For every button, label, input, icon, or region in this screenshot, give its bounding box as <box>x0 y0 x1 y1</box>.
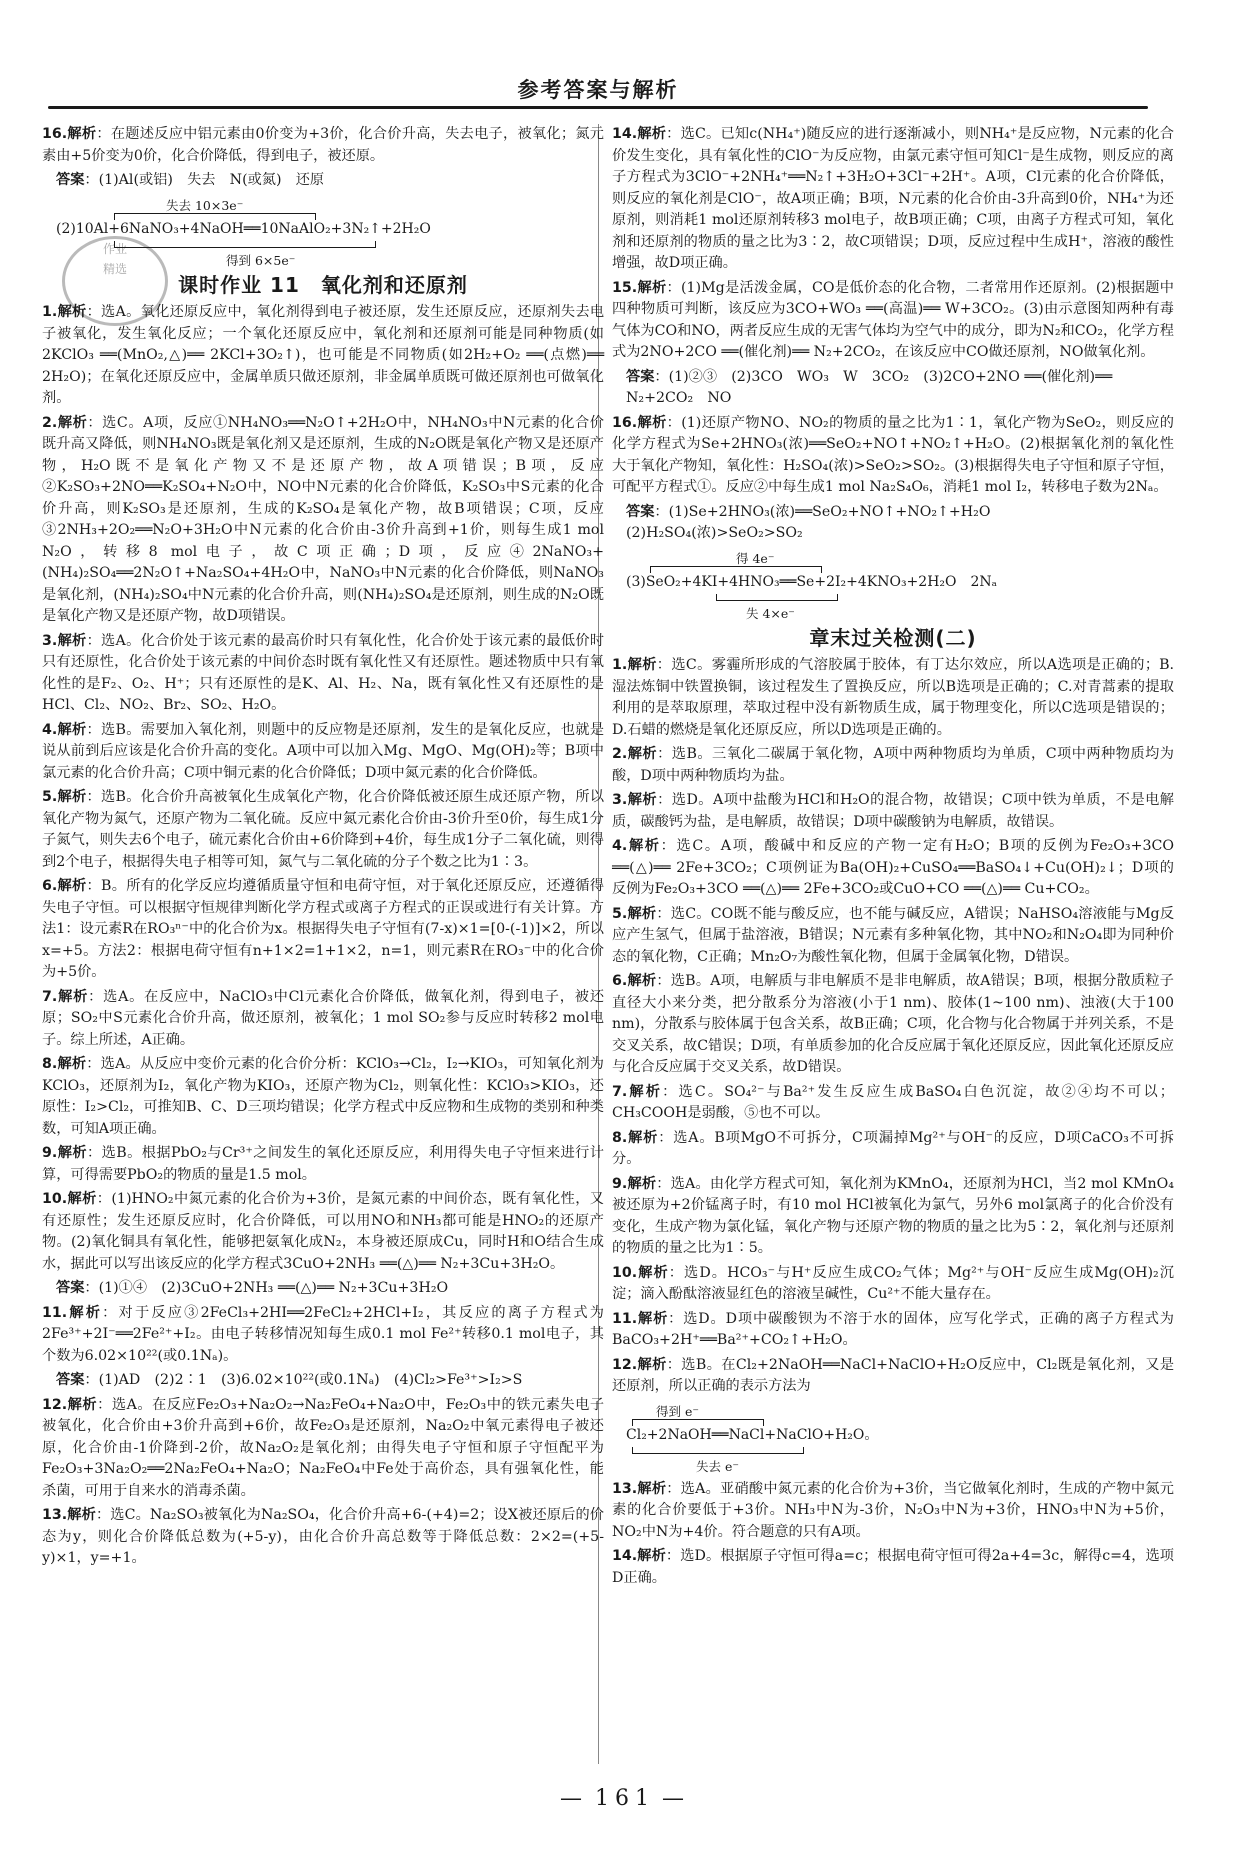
item-label: 7.解析 <box>612 1083 663 1100</box>
right-answer-list-a <box>612 124 1174 545</box>
item-label: 5.解析 <box>42 789 87 805</box>
item-label: 3.解析 <box>42 632 87 649</box>
item-text: ：选D。D项中碳酸钡为不溶于水的固体，应写化学式，正确的离子方程式为BaCO₃+2H⁺══Ba²⁺+CO₂↑+H₂O。 <box>612 1310 1174 1348</box>
item-label: 8.解析 <box>612 1129 659 1146</box>
item-label: 答案 <box>56 1280 85 1296</box>
item-label: 12.解析 <box>42 1396 98 1413</box>
item-label: 1.解析 <box>612 657 657 673</box>
watermark-stamp-icon: 作业 精选 <box>62 236 168 326</box>
item-label: 2.解析 <box>42 414 88 431</box>
item-text: ：选A。在反应Fe₂O₃+Na₂O₂→Na₂FeO₄+Na₂O中，Fe₂O₃中的铁元素失电子被氧化，化合价由+3价升高到+6价，故Fe₂O₃是还原剂，Na₂O₂中氧元素得电子被还原，化合价由-1价降到-2价，故Na₂O₂是氧化剂；由得失电子守恒和原子守恒配平为Fe₂O₃+3Na₂O₂══2Na₂FeO₄+Na₂O；Na₂FeO₄中Fe处于高价态，具有强氧化性，能杀菌，可用于自来水的消毒杀菌。 <box>42 1396 605 1499</box>
answer-label: 答案 <box>56 172 85 188</box>
scheme-bottom-label: 得到 6×5e⁻ <box>226 252 296 268</box>
left-answer-list <box>42 302 604 1570</box>
answer-item <box>42 1395 604 1503</box>
answer-item <box>42 720 604 785</box>
electron-transfer-scheme-2 <box>626 548 1174 622</box>
item-text: ：选D。HCO₃⁻与H⁺反应生成CO₂气体；Mg²⁺与OH⁻反应生成Mg(OH)₂沉淀；滴入酚酞溶液显红色的溶液呈碱性，Cu²⁺不能大量存在。 <box>612 1264 1174 1302</box>
item-label: 7.解析 <box>42 988 89 1005</box>
item-text: ：(1)②③ (2)3CO WO₃ W 3CO₂ (3)2CO+2NO ══(催化剂)══ N₂+2CO₂ NO <box>626 368 1113 406</box>
item-label: 11.解析 <box>42 1304 103 1321</box>
item-text: ：(1)HNO₂中氮元素的化合价为+3价，是氮元素的中间价态，既有氧化性，又有还原性；发生还原反应时，化合价降低，可以用NO和NH₃都可能是HNO₂的还原产物。(2)氧化铜具有氧化性，能够把氨氧化成N₂，本身被还原成Cu，同时H和O结合生成水，据此可以写出该反应的化学方程式3CuO+2NH₃ ══(△)══ N₂+3Cu+3H₂O。 <box>42 1191 604 1272</box>
item-label: 4.解析 <box>42 721 87 738</box>
item-label: 答案 <box>626 503 655 520</box>
scheme-top-label: 失去 10×3e⁻ <box>166 197 244 213</box>
item-label: 8.解析 <box>42 1056 87 1072</box>
answer-item <box>612 655 1174 741</box>
item-text: ：选D。根据原子守恒可得a=c；根据电荷守恒可得2a+4=3c，解得c=4，选项D正确。 <box>612 1548 1174 1586</box>
item-label: 14.解析 <box>612 126 667 142</box>
left-q16 <box>42 124 604 167</box>
answer-item <box>612 1546 1174 1589</box>
item-text: ：选C。A项，酸碱中和反应的产物一定有H₂O；B项的反例为Fe₂O₃+3CO ══(△)══ 2Fe+3CO₂；C项例证为Ba(OH)₂+CuSO₄══BaSO₄↓+Cu(OH)₂↓；D项的反例为Fe₂O₃+3CO ══(△)══ 2Fe+3CO₂或CuO+CO ══(△)══ Cu+CO₂。 <box>612 838 1174 897</box>
item-text: ：选A。B项MgO不可拆分，C项漏掉Mg²⁺与OH⁻的反应，D项CaCO₃不可拆分。 <box>612 1129 1174 1167</box>
item-label: 14.解析 <box>612 1548 666 1564</box>
item-text: ：选B。需要加入氧化剂，则题中的反应物是还原剂，发生的是氧化反应，也就是说从前到后应该是化合价升高的变化。A项中可以加入Mg、MgO、Mg(OH)₂等；B项中氯元素的化合价升高；C项中铜元素的化合价降低；D项中氮元素的化合价降低。 <box>42 721 605 781</box>
answer-item <box>612 790 1174 833</box>
item-label: 3.解析 <box>612 792 658 808</box>
answer-item <box>612 1309 1174 1352</box>
item-label: 16.解析 <box>612 414 667 431</box>
item-text: ：选B。三氧化二碳属于氧化物，A项中两种物质均为单质，C项中两种物质均为酸，D项中两种物质均为盐。 <box>612 746 1174 784</box>
item-label: 答案 <box>56 1372 85 1388</box>
scheme-bottom-label: 失去 e⁻ <box>696 1458 739 1474</box>
page-number-dash-left: — <box>560 1786 588 1811</box>
answer-item <box>612 904 1174 969</box>
item-text: ：选A。亚硝酸中氮元素的化合价为+3价，当它做氧化剂时，生成的产物中氮元素的化合价要低于+3价。NH₃中N为-3价，N₂O₃中N为+3价，HNO₃中N为+5价，NO₂中N为+4价。符合题意的只有A项。 <box>612 1480 1174 1540</box>
item-label: 12.解析 <box>612 1356 667 1373</box>
item-label: 10.解析 <box>42 1191 97 1207</box>
page-number-dash-right: — <box>662 1786 690 1811</box>
item-text: ：选C。CO既不能与酸反应，也不能与碱反应，A错误；NaHSO₄溶液能与Mg反应产生氢气，但属于盐溶液，B错误；N元素有多种氧化物，其中NO₂和N₂O₄即为同种价态的氧化物，C正确；Mn₂O₇为酸性氧化物，但属于金属氧化物，D错误。 <box>612 905 1175 965</box>
item-label: 11.解析 <box>612 1310 669 1327</box>
item-text: ：选C。A项，反应①NH₄NO₃══N₂O↑+2H₂O中，NH₄NO₃中N元素的化合价既升高又降低，则NH₄NO₃既是氧化剂又是还原剂，生成的N₂O既是氧化产物又是还原产物，H₂O既不是氧化产物又不是还原产物，故A项错误；B项，反应②K₂SO₃+2NO══K₂SO₄+N₂O中，NO中N元素的化合价降低，K₂SO₃中S元素的化合价升高，则K₂SO₃是还原剂，生成的K₂SO₄是氧化产物，故B项错误；C项，反应③2NH₃+2O₂══N₂O+3H₂O中N元素的化合价由-3价升高到+1价，则每生成1 mol N₂O，转移8 mol电子，故C项正确；D项，反应④2NaNO₃+(NH₄)₂SO₄══2N₂O↑+Na₂SO₄+4H₂O中，NaNO₃中N元素的化合价降低，则NaNO₃是氧化剂，(NH₄)₂SO₄中N元素的化合价升高，则(NH₄)₂SO₄是还原剂，则生成的N₂O既是氧化产物又是还原产物，故D项错误。 <box>42 414 604 624</box>
answer-item <box>42 1303 604 1368</box>
item-text: ：选A。由化学方程式可知，氧化剂为KMnO₄，还原剂为HCl，当2 mol KMnO₄被还原为+2价锰离子时，有10 mol HCl被氧化为氯气，另外6 mol氯离子的化合价没有变化，生成产物为氯化锰，氧化产物与还原产物的物质的量之比为5∶2，氧化剂与还原剂的物质的量之比为1∶5。 <box>612 1175 1174 1256</box>
answer-item <box>42 631 604 717</box>
scheme-bottom-label: 失 4×e⁻ <box>746 605 795 621</box>
item-label: 13.解析 <box>612 1480 667 1497</box>
scheme-bottom-bracket <box>114 241 376 248</box>
section-title-chapter-test-2: 章末过关检测(二) <box>809 625 977 650</box>
item-text: ：选C。已知c(NH₄⁺)随反应的进行逐渐减小，则NH₄⁺是反应物，N元素的化合价发生变化，具有氧化性的ClO⁻为反应物，由氯元素守恒可知Cl⁻是生成物，则反应的离子方程式为3ClO⁻+2NH₄⁺══N₂↑+3H₂O+3Cl⁻+2H⁺。A项，Cl元素的化合价降低，则反应的氧化剂是ClO⁻，故A项正确；B项，N元素的化合价由-3升高到0价，NH₄⁺为还原剂，则消耗1 mol还原剂转移3 mol电子，故B项正确；C项，由离子方程式可知，氧化剂和还原剂的物质的量之比为3∶2，故C项错误；D项，反应过程中生成H⁺，溶液的酸性增强，故D项正确。 <box>612 126 1174 271</box>
left-q16-answer <box>56 170 604 192</box>
item-text: ：选C。SO₄²⁻与Ba²⁺发生反应生成BaSO₄白色沉淀，故②④均不可以；CH₃COOH是弱酸，⑤也不可以。 <box>612 1083 1174 1121</box>
scheme-bottom-bracket <box>716 594 838 601</box>
item-text: ：选A。在反应中，NaClO₃中Cl元素化合价降低，做氧化剂，得到电子，被还原；SO₂中S元素化合价升高，做还原剂，被氧化；1 mol SO₂参与反应时转移2 mol电子。综上所述，A正确。 <box>42 988 605 1048</box>
page-header <box>48 68 1148 114</box>
right-column <box>612 124 1174 1592</box>
answer-item <box>612 1263 1174 1306</box>
left-column <box>42 124 604 1573</box>
answer-item <box>612 1128 1174 1171</box>
answer-block <box>56 1278 604 1300</box>
header-rule <box>48 106 1148 109</box>
item-label: 16.解析 <box>42 126 97 142</box>
item-text: ：选B。在Cl₂+2NaOH══NaCl+NaClO+H₂O反应中，Cl₂既是氧化剂，又是还原剂，所以正确的表示方法为 <box>612 1356 1175 1394</box>
answer-item <box>612 1082 1174 1125</box>
right-answer-list-b <box>612 655 1174 1398</box>
answer-item <box>42 413 604 628</box>
answer-item <box>42 1143 604 1186</box>
answer-item <box>42 987 604 1052</box>
answer-item <box>612 413 1174 499</box>
item-text: ：选A。从反应中变价元素的化合价分析：KClO₃→Cl₂，I₂→KIO₃，可知氧化剂为KClO₃，还原剂为I₂，氧化产物为KIO₃，还原产物为Cl₂，则氧化性：KClO₃>KIO₃，还原性：I₂>Cl₂，可推知B、C、D三项均错误；化学方程式中反应物和生成物的类别和种类数，可知A项正确。 <box>42 1056 604 1137</box>
page-number <box>0 1786 1250 1811</box>
item-text: ：B。所有的化学反应均遵循质量守恒和电荷守恒，对于氧化还原反应，还遵循得失电子守恒。可以根据守恒规律判断化学方程式或离子方程式的正误或进行有关计算。方法1：设元素R在RO₃ⁿ⁻中的化合价为x。根据得失电子守恒有(7-x)×1=[0-(-1)]×2，所以x=+5。方法2：根据电荷守恒有n+1×2=1+1×2，n=1，则元素R在RO₃⁻中的化合价为+5价。 <box>42 878 605 980</box>
item-label: 15.解析 <box>612 279 667 296</box>
answer-item <box>612 744 1174 787</box>
item-label: 2.解析 <box>612 746 658 762</box>
answer-item <box>42 787 604 873</box>
answer-item <box>42 1505 604 1570</box>
item-label: 1.解析 <box>42 304 87 320</box>
answer-item <box>612 971 1174 1079</box>
scheme-equation: Cl₂+2NaOH══NaCl+NaClO+H₂O。 <box>626 1426 879 1443</box>
item-text: ：选B。根据PbO₂与Cr³⁺之间发生的氧化还原反应，利用得失电子守恒来进行计算，可得需要PbO₂的物质的量是1.5 mol。 <box>42 1145 604 1183</box>
item-label: 6.解析 <box>42 878 87 894</box>
page-header-title: 参考答案与解析 <box>517 78 679 102</box>
answer-item <box>42 1189 604 1275</box>
answer-item <box>612 836 1174 901</box>
item-label: 10.解析 <box>612 1264 669 1281</box>
item-label: 4.解析 <box>612 838 661 854</box>
item-text: ：(1)Se+2HNO₃(浓)══SeO₂+NO↑+NO₂↑+H₂O (2)H₂SO₄(浓)>SeO₂>SO₂ <box>626 503 1005 541</box>
item-text: ：(1)Mg是活泼金属，CO是低价态的化合物，二者常用作还原剂。(2)根据题中四种物质可判断，该反应为3CO+WO₃ ══(高温)══ W+3CO₂。(3)由示意图知两种有毒气体为CO和NO，两者反应生成的无害气体均为空气中的成分，即为N₂和CO₂，化学方程式为2NO+2CO ══(催化剂)══ N₂+2CO₂，在该反应中CO做还原剂，NO做氧化剂。 <box>612 279 1174 360</box>
item-label: 5.解析 <box>612 905 657 922</box>
scheme-bottom-bracket <box>632 1447 804 1454</box>
answer-block <box>56 1370 604 1392</box>
item-text: ：选B。化合价升高被氧化生成氧化产物，化合价降低被还原生成还原产物，所以氧化产物为氮气，还原产物为二氧化硫。反应中氮元素化合价由-3价升至0价，每生成1分子氮气，则失去6个电子，硫元素化合价由+6价降到+4价，每生成1分子二氧化硫，则得到2个电子，根据得失电子相等可知，氮气与二氧化硫的分子个数之比为1∶3。 <box>42 789 605 870</box>
item-text: ：(1)AD (2)2∶1 (3)6.02×10²²(或0.1Nₐ) (4)Cl₂>Fe³⁺>I₂>S <box>84 1372 523 1388</box>
item-text: ：选C。Na₂SO₃被氧化为Na₂SO₄，化合价升高+6-(+4)=2；设X被还原后的价态为y，则化合价降低总数为(+5-y)，由化合价升高总数等于降低总数：2×2=(+5-y)×1，y=+1。 <box>42 1507 604 1566</box>
item-text: ：(1)还原产物NO、NO₂的物质的量之比为1∶1，氧化产物为SeO₂，则反应的化学方程式为Se+2HNO₃(浓)══SeO₂+NO↑+NO₂↑+H₂O。(2)根据氧化剂的氧化性大于氧化产物知，氧化性：H₂SO₄(浓)>SeO₂>SO₂。(3)根据得失电子守恒和原子守恒，可配平方程式①。反应②中每生成1 mol Na₂S₄O₆，消耗1 mol I₂，转移电子数为2Nₐ。 <box>612 414 1174 495</box>
answer-block <box>626 502 1174 545</box>
item-text: ：选D。A项中盐酸为HCl和H₂O的混合物，故错误；C项中铁为单质，不是电解质，碳酸钙为盐，是电解质，故错误；D项中碳酸钠为电解质，故错误。 <box>612 792 1174 830</box>
item-label: 9.解析 <box>42 1145 87 1161</box>
scheme-equation: (2)10Al+6NaNO₃+4NaOH══10NaAlO₂+3N₂↑+2H₂O <box>56 220 431 237</box>
scheme-equation: (3)SeO₂+4KI+4HNO₃══Se+2I₂+4KNO₃+2H₂O 2Nₐ <box>626 573 998 590</box>
section-title-homework-11: 课时作业 11 氧化剂和还原剂 <box>178 272 468 297</box>
item-text: ：对于反应③2FeCl₃+2HI══2FeCl₂+2HCl+I₂，其反应的离子方程式为2Fe³⁺+2I⁻══2Fe²⁺+I₂。由电子转移情况知每生成0.1 mol Fe²⁺转移0.1 mol电子，其个数为6.02×10²²(或0.1Nₐ)。 <box>42 1304 604 1364</box>
item-text: ：选A。化合价处于该元素的最高价时只有氧化性，化合价处于该元素的最低价时只有还原性，化合价处于该元素的中间价态时既有氧化性又有还原性。题述物质中只有氧化性的是F₂、O₂、H⁺；只有还原性的是K、Al、H₂、Na，既有氧化性又有还原性的是HCl、Cl₂、NO₂、Br₂、SO₂、H₂O。 <box>42 632 605 713</box>
answer-item <box>42 876 604 984</box>
answer-item <box>612 1355 1174 1398</box>
right-answer-list-c <box>612 1479 1174 1590</box>
answer-block <box>626 367 1174 410</box>
electron-transfer-scheme-1 <box>56 195 604 269</box>
electron-transfer-scheme-3 <box>626 1401 1174 1475</box>
scheme-top-label: 得到 e⁻ <box>656 1403 699 1419</box>
scheme-top-label: 得 4e⁻ <box>736 550 775 566</box>
page-number-value: 161 <box>595 1786 655 1811</box>
answer-item <box>612 278 1174 364</box>
item-text: ：选A。氧化还原反应中，氧化剂得到电子被还原，发生还原反应，还原剂失去电子被氧化，发生氧化反应；一个氧化还原反应中，氧化剂和还原剂可能是同种物质(如2KClO₃ ══(MnO₂,△)══ 2KCl+3O₂↑)，也可能是不同物质(如2H₂+O₂ ══(点燃)══ 2H₂O)；在氧化还原反应中，金属单质只做还原剂，非金属单质既可做还原剂也可做氧化剂。 <box>42 304 605 406</box>
item-label: 答案 <box>626 368 655 385</box>
item-text: ：选B。A项，电解质与非电解质不是非电解质，故A错误；B项，根据分散质粒子直径大小来分类，把分散系分为溶液(小于1 nm)、胶体(1~100 nm)、浊液(大于100 nm)，分散系与胶体属于包含关系，故B正确；C项，化合物与化合物属于并列关系，不是交叉关系，故C错误；D项，有单质参加的化合反应属于氧化还原反应，因此氧化还原反应与化合反应属于交叉关系，故D错误。 <box>612 973 1174 1075</box>
answer-item <box>612 1479 1174 1544</box>
answer-item <box>42 302 604 410</box>
answer-item <box>612 1174 1174 1260</box>
item-label: 6.解析 <box>612 973 657 989</box>
item-text: ：在题述反应中铝元素由0价变为+3价，化合价升高，失去电子，被氧化；氮元素由+5价变为0价，化合价降低，得到电子，被还原。 <box>42 126 604 164</box>
answer-text: ：(1)Al(或铝) 失去 N(或氮) 还原 <box>84 172 325 188</box>
item-label: 13.解析 <box>42 1507 96 1523</box>
item-label: 9.解析 <box>612 1175 657 1192</box>
answer-item <box>612 124 1174 275</box>
item-text: ：(1)①④ (2)3CuO+2NH₃ ══(△)══ N₂+3Cu+3H₂O <box>84 1280 449 1296</box>
item-text: ：选C。雾霾所形成的气溶胶属于胶体，有丁达尔效应，所以A选项是正确的；B.湿法炼铜中铁置换铜，该过程发生了置换反应，所以B选项是正确的；C.对青蒿素的提取利用的是萃取原理，萃取过程中没有新物质生成，属于物理变化，所以C选项是错误的；D.石蜡的燃烧是氧化还原反应，所以D选项是正确的。 <box>612 657 1175 738</box>
answer-item <box>42 1054 604 1140</box>
